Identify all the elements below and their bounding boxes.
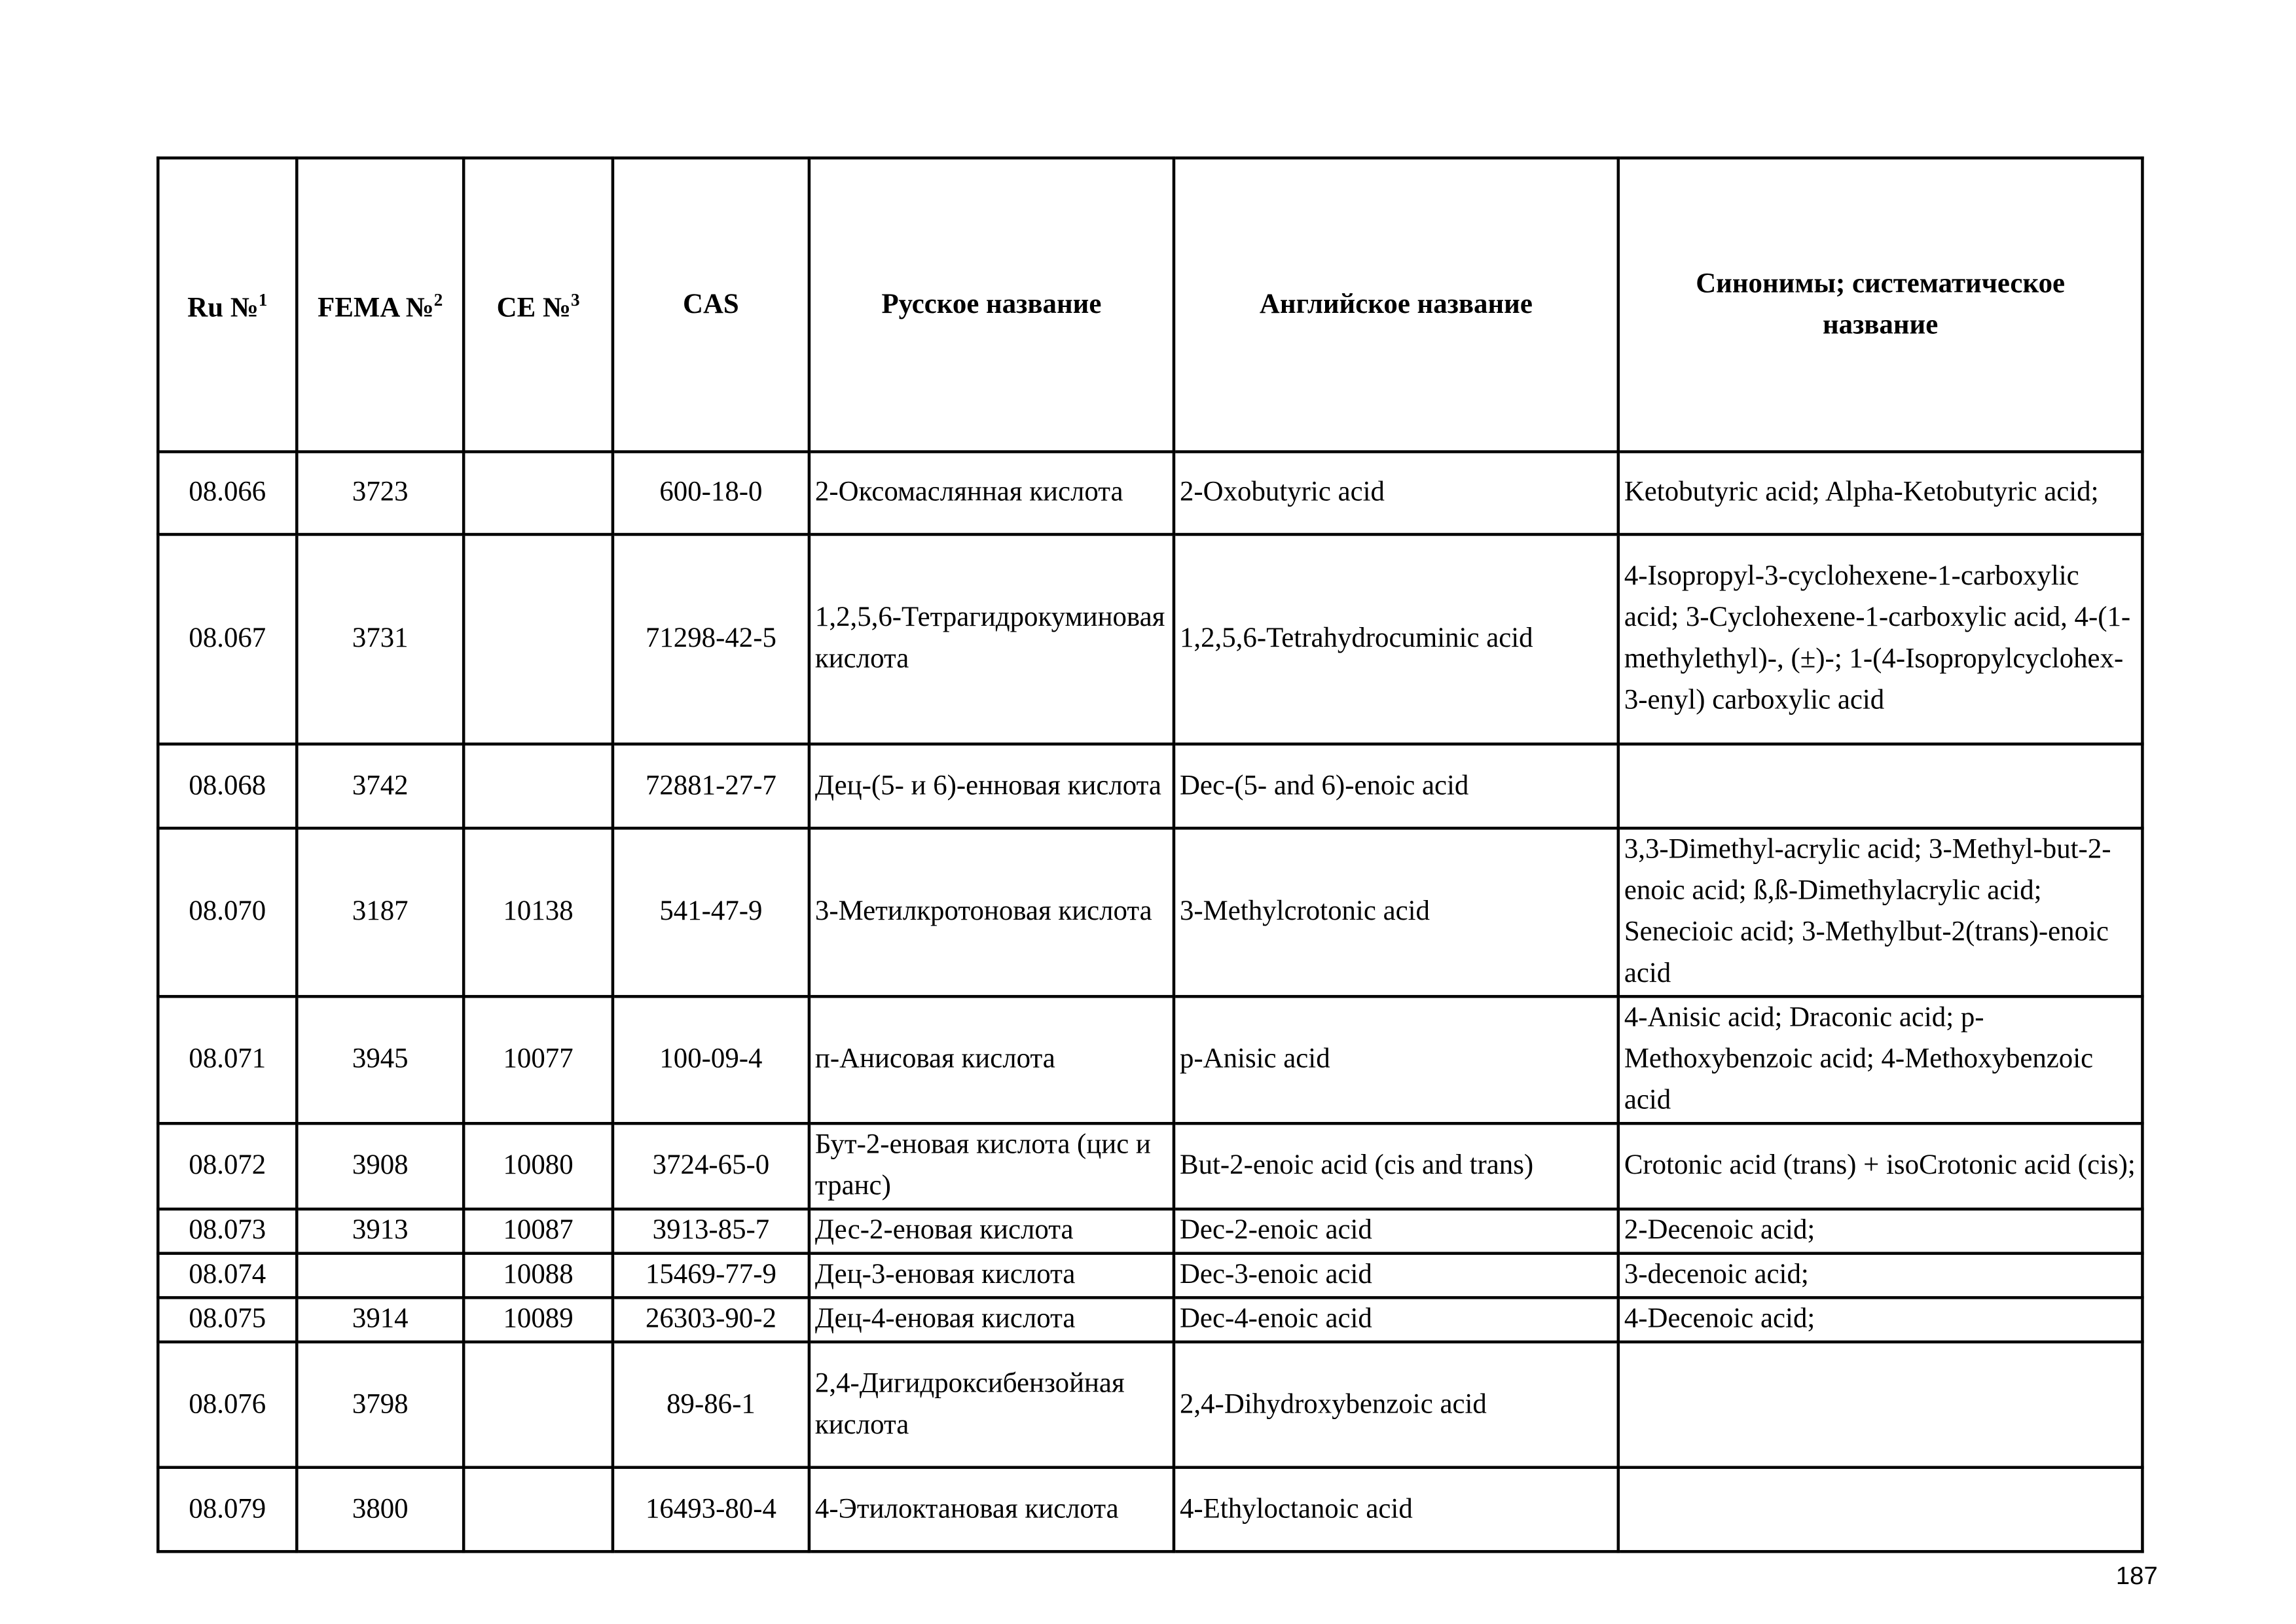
- table-row: [158, 452, 2142, 534]
- cell-ru-number: 08.072: [158, 1123, 297, 1209]
- cell-synonyms: 4-Decenoic acid;: [1618, 1297, 2143, 1342]
- cell-synonyms: [1618, 1342, 2143, 1468]
- cell-synonyms: 4-Isopropyl-3-cyclohexene-1-carboxylic acid; 3-Cyclohexene-1-carboxylic acid, 4-(1-methylethyl)-, (±)-; 1-(4-Isopropylcyclohex-3-enyl) carboxylic acid: [1618, 534, 2143, 744]
- cell-ru-number: 08.075: [158, 1297, 297, 1342]
- table-row: [158, 534, 2142, 744]
- table-row: [158, 744, 2142, 829]
- cell-fema-number: 3913: [297, 1209, 464, 1254]
- cell-english-name: 2-Oxobutyric acid: [1174, 452, 1618, 534]
- cell-cas: 600-18-0: [613, 452, 809, 534]
- cell-russian-name: 1,2,5,6-Тетрагидрокуминовая кислота: [809, 534, 1174, 744]
- cell-ce-number: 10089: [464, 1297, 613, 1342]
- cell-ru-number: 08.071: [158, 996, 297, 1123]
- cell-english-name: 2,4-Dihydroxybenzoic acid: [1174, 1342, 1618, 1468]
- cell-ce-number: [464, 534, 613, 744]
- header-russian-name: Русское название: [809, 158, 1174, 452]
- cell-ru-number: 08.073: [158, 1209, 297, 1254]
- cell-ru-number: 08.066: [158, 452, 297, 534]
- cell-cas: 26303-90-2: [613, 1297, 809, 1342]
- cell-english-name: Dec-3-enoic acid: [1174, 1254, 1618, 1298]
- cell-fema-number: 3731: [297, 534, 464, 744]
- cell-fema-number: [297, 1254, 464, 1298]
- cell-russian-name: Бут-2-еновая кислота (цис и транс): [809, 1123, 1174, 1209]
- cell-fema-number: 3187: [297, 828, 464, 996]
- table-row: [158, 1254, 2142, 1298]
- cell-ru-number: 08.067: [158, 534, 297, 744]
- header-synonyms: Синонимы; систематическое название: [1618, 158, 2143, 452]
- cell-english-name: 3-Methylcrotonic acid: [1174, 828, 1618, 996]
- cell-cas: 72881-27-7: [613, 744, 809, 829]
- cell-english-name: Dec-2-enoic acid: [1174, 1209, 1618, 1254]
- cell-fema-number: 3800: [297, 1468, 464, 1552]
- cell-russian-name: Дец-(5- и 6)-енновая кислота: [809, 744, 1174, 829]
- cell-english-name: Dec-(5- and 6)-enoic acid: [1174, 744, 1618, 829]
- cell-russian-name: п-Анисовая кислота: [809, 996, 1174, 1123]
- cell-synonyms: 3,3-Dimethyl-acrylic acid; 3-Methyl-but-2-enoic acid; ß,ß-Dimethylacrylic acid; Senecioic acid; 3-Methylbut-2(trans)-enoic acid: [1618, 828, 2143, 996]
- header-cas: CAS: [613, 158, 809, 452]
- cell-cas: 15469-77-9: [613, 1254, 809, 1298]
- cell-synonyms: 4-Anisic acid; Draconic acid; p-Methoxybenzoic acid; 4-Methoxybenzoic acid: [1618, 996, 2143, 1123]
- cell-fema-number: 3908: [297, 1123, 464, 1209]
- cell-synonyms: Ketobutyric acid; Alpha-Ketobutyric acid;: [1618, 452, 2143, 534]
- cell-fema-number: 3723: [297, 452, 464, 534]
- flavoring-acids-table: [156, 156, 2144, 1553]
- table-row: [158, 1468, 2142, 1552]
- cell-cas: 100-09-4: [613, 996, 809, 1123]
- cell-ce-number: [464, 744, 613, 829]
- table-row: [158, 1342, 2142, 1468]
- cell-cas: 3913-85-7: [613, 1209, 809, 1254]
- cell-ce-number: [464, 1342, 613, 1468]
- cell-fema-number: 3914: [297, 1297, 464, 1342]
- cell-ru-number: 08.070: [158, 828, 297, 996]
- cell-cas: 89-86-1: [613, 1342, 809, 1468]
- cell-fema-number: 3945: [297, 996, 464, 1123]
- cell-english-name: 4-Ethyloctanoic acid: [1174, 1468, 1618, 1552]
- cell-ru-number: 08.068: [158, 744, 297, 829]
- cell-ru-number: 08.079: [158, 1468, 297, 1552]
- table-row: [158, 996, 2142, 1123]
- cell-synonyms: [1618, 1468, 2143, 1552]
- cell-cas: 3724-65-0: [613, 1123, 809, 1209]
- cell-cas: 16493-80-4: [613, 1468, 809, 1552]
- cell-ce-number: 10138: [464, 828, 613, 996]
- cell-ce-number: 10080: [464, 1123, 613, 1209]
- cell-ru-number: 08.076: [158, 1342, 297, 1468]
- table-row: [158, 1123, 2142, 1209]
- header-ru-number: Ru №$^1$: [158, 158, 297, 452]
- cell-english-name: 1,2,5,6-Tetrahydrocuminic acid: [1174, 534, 1618, 744]
- cell-ru-number: 08.074: [158, 1254, 297, 1298]
- cell-fema-number: 3742: [297, 744, 464, 829]
- cell-russian-name: 4-Этилоктановая кислота: [809, 1468, 1174, 1552]
- cell-synonyms: [1618, 744, 2143, 829]
- cell-ce-number: 10087: [464, 1209, 613, 1254]
- cell-synonyms: Crotonic acid (trans) + isoCrotonic acid (cis);: [1618, 1123, 2143, 1209]
- header-ce-number: CE №$^3$: [464, 158, 613, 452]
- cell-russian-name: 2-Оксомаслянная кислота: [809, 452, 1174, 534]
- cell-english-name: But-2-enoic acid (cis and trans): [1174, 1123, 1618, 1209]
- cell-synonyms: 3-decenoic acid;: [1618, 1254, 2143, 1298]
- page-number: 187: [2115, 1562, 2158, 1590]
- cell-ce-number: [464, 1468, 613, 1552]
- header-english-name: Английское название: [1174, 158, 1618, 452]
- cell-english-name: Dec-4-enoic acid: [1174, 1297, 1618, 1342]
- cell-russian-name: 2,4-Дигидроксибензойная кислота: [809, 1342, 1174, 1468]
- cell-ce-number: 10077: [464, 996, 613, 1123]
- cell-ce-number: 10088: [464, 1254, 613, 1298]
- cell-cas: 71298-42-5: [613, 534, 809, 744]
- cell-fema-number: 3798: [297, 1342, 464, 1468]
- table-body: [158, 452, 2142, 1551]
- cell-russian-name: 3-Метилкротоновая кислота: [809, 828, 1174, 996]
- cell-synonyms: 2-Decenoic acid;: [1618, 1209, 2143, 1254]
- cell-cas: 541-47-9: [613, 828, 809, 996]
- cell-russian-name: Дец-4-еновая кислота: [809, 1297, 1174, 1342]
- header-row: [158, 158, 2142, 452]
- cell-russian-name: Дец-3-еновая кислота: [809, 1254, 1174, 1298]
- header-fema-number: FEMA №$^2$: [297, 158, 464, 452]
- cell-russian-name: Дес-2-еновая кислота: [809, 1209, 1174, 1254]
- cell-ce-number: [464, 452, 613, 534]
- table-row: [158, 828, 2142, 996]
- cell-english-name: p-Anisic acid: [1174, 996, 1618, 1123]
- table-row: [158, 1209, 2142, 1254]
- table-row: [158, 1297, 2142, 1342]
